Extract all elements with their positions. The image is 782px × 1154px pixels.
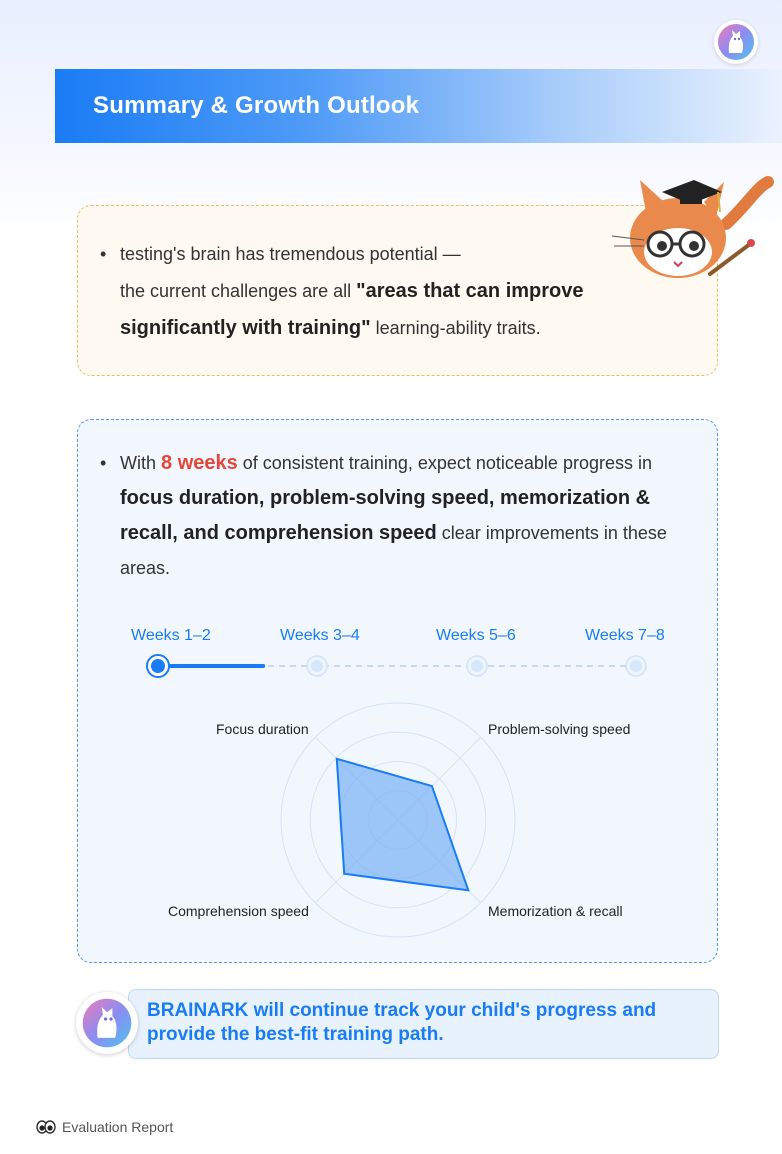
report-tag-label: Evaluation Report [62, 1119, 174, 1135]
training-pre: With [120, 453, 162, 473]
graduate-cat-mascot-icon [606, 166, 776, 286]
brainark-logo-icon [76, 992, 138, 1054]
potential-line-2-pre: the current challenges are all [120, 281, 357, 301]
radar-axis-label-focus: Focus duration [216, 721, 309, 737]
radar-axis-label-memorization: Memorization & recall [488, 903, 623, 919]
report-tag [36, 1119, 173, 1135]
bullet-dot: • [100, 453, 107, 473]
potential-text [120, 236, 677, 347]
training-areas: focus duration, problem-solving speed, memorization & recall, and comprehension speed [120, 487, 651, 544]
timeline-label-weeks-1-2: Weeks 1–2 [131, 627, 211, 644]
section-header [55, 69, 782, 143]
potential-line-2-post: learning-ability traits. [370, 318, 541, 338]
radar-chart [78, 420, 719, 964]
potential-bullet [100, 236, 677, 347]
brainark-logo-icon [714, 20, 758, 64]
weeks-highlight: 8 weeks [161, 452, 238, 474]
footer-message: BRAINARK will continue track your child's progress and provide the best-fit training path. [128, 989, 719, 1059]
potential-emphasis: "areas that can improve significantly with training" [120, 280, 584, 339]
radar-axis-label-comprehension: Comprehension speed [168, 903, 309, 919]
radar-axis-label-problem-solving: Problem-solving speed [488, 721, 631, 737]
timeline-label-weeks-5-6: Weeks 5–6 [436, 627, 516, 644]
training-mid: of consistent training, expect noticeable progress in [237, 453, 652, 473]
potential-line-1: testing's brain has tremendous potential — [120, 244, 461, 264]
eyes-icon [36, 1120, 56, 1134]
radar-area [337, 759, 469, 891]
timeline-label-weeks-3-4: Weeks 3–4 [280, 627, 360, 644]
training-card [77, 419, 718, 963]
timeline-label-weeks-7-8: Weeks 7–8 [585, 627, 665, 644]
page-title: Summary & Growth Outlook [93, 92, 420, 119]
training-post: clear improvements in these areas. [120, 523, 667, 578]
radar-svg [78, 420, 719, 964]
bullet-dot: • [100, 244, 107, 264]
